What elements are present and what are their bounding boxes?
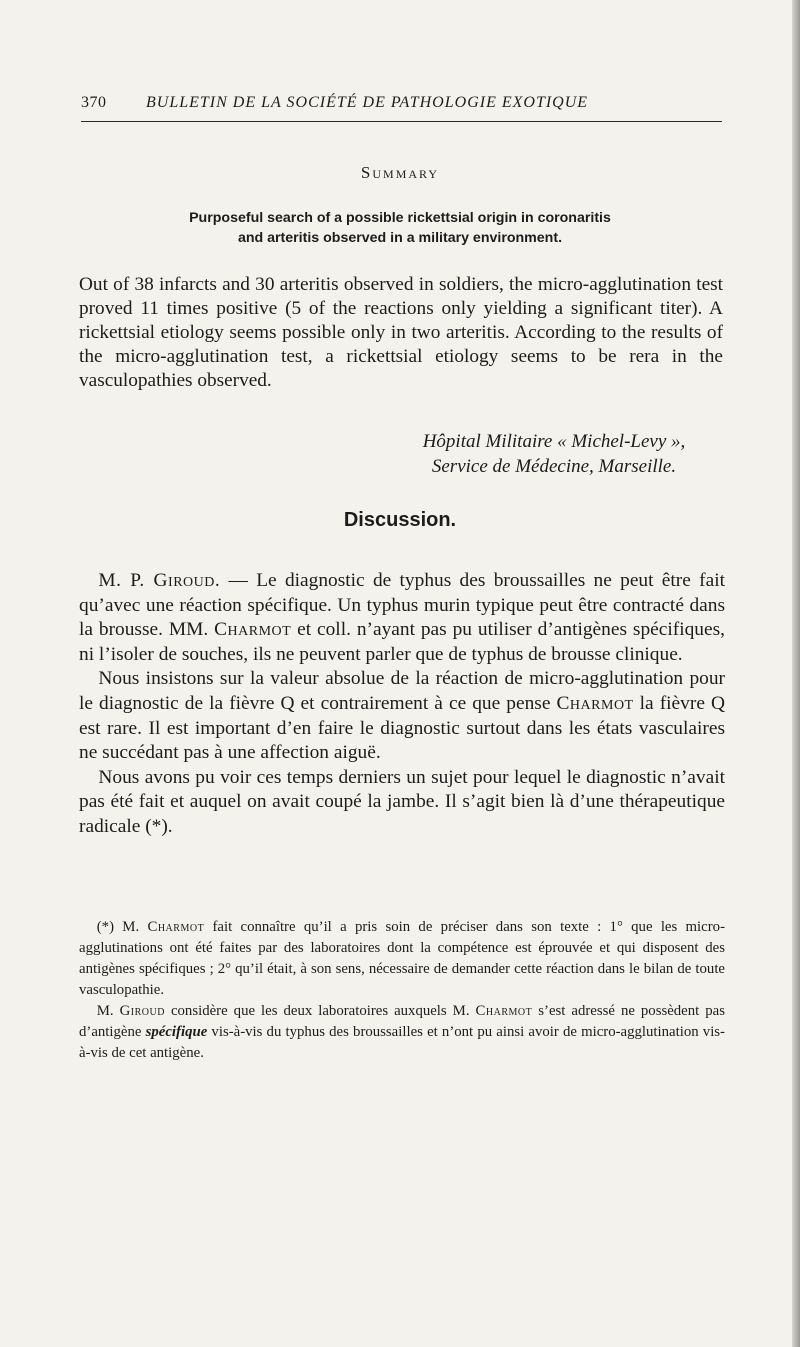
footnote-text: considère que les deux laboratoires auxquels M. [164, 1003, 476, 1019]
footnotes [79, 917, 725, 1064]
summary-subtitle [120, 208, 680, 248]
paragraph-text: et coll. n’ayant pas pu utiliser d’antigènes spécifiques, ni l’isoler de souches, ils ne peuvent parler que de typhus de brousse clinique. [79, 619, 725, 665]
author-name: Charmot [147, 919, 205, 935]
header-rule [81, 121, 722, 122]
running-title: BULLETIN DE LA SOCIÉTÉ DE PATHOLOGIE EXOTIQUE [146, 94, 589, 111]
speaker-name: M. P. Giroud. [98, 570, 221, 591]
author-name: Charmot [475, 1003, 533, 1019]
page-edge-shadow [792, 0, 800, 1347]
paragraph-text: — Le diagnostic de typhus des broussailles ne peut être fait qu’avec une réaction spécifique. Un typhus murin typique peut être contracté dans la brousse. MM. [79, 570, 725, 641]
emphasis: spécifique [145, 1024, 208, 1040]
affiliation-line: Hôpital Militaire « Michel-Levy », [422, 431, 686, 452]
summary-subtitle-line: Purposeful search of a possible rickettsial origin in coronaritis [189, 210, 611, 226]
discussion-paragraph: Nous avons pu voir ces temps derniers un sujet pour lequel le diagnostic n’avait pas été fait et auquel on avait coupé la jambe. Il s’agit bien là d’une thérapeutique radicale (*). [79, 766, 725, 837]
footnote [79, 1001, 725, 1064]
footnote-text: M. [96, 1003, 120, 1019]
footnote-text: vis-à-vis du typhus des broussailles et n’ont pu ainsi avoir de micro-agglutination vis-à-vis de cet antigène. [79, 1024, 725, 1061]
discussion-body [79, 569, 725, 840]
summary-heading: Summary [360, 163, 440, 182]
discussion-paragraph [79, 569, 725, 667]
footnote-marker: (*) M. [96, 919, 148, 935]
affiliation [386, 429, 722, 479]
footnote-text: s’est adressé ne possèdent pas d’antigène [79, 1003, 725, 1040]
author-name: Giroud [119, 1003, 165, 1019]
discussion-heading: Discussion. [343, 509, 457, 531]
paragraph-text: la fièvre Q est rare. Il est important d’en faire le diagnostic surtout dans les états vasculaires ne succédant pas à une affection aiguë. [79, 692, 725, 764]
summary-subtitle-line: and arteritis observed in a military environment. [237, 230, 563, 246]
affiliation-line: Service de Médecine, Marseille. [431, 456, 677, 477]
footnote [79, 917, 725, 1001]
author-name: Charmot [214, 619, 292, 641]
discussion-paragraph [79, 667, 725, 765]
paragraph-text: Nous insistons sur la valeur absolue de la réaction de micro-agglutination pour le diagnostic de la fièvre Q et contrairement à ce que pense [79, 668, 725, 714]
footnote-text: fait connaître qu’il a pris soin de préciser dans son texte : 1° que les micro-agglutinations ont été faites par des laboratoires dont la compétence est éprouvée et qui disposent des antigènes spécifiques ; 2° qu’il était, à son sens, nécessaire de demander cette réaction dans le bilan de toute vasculopathie. [79, 919, 725, 998]
page-header [81, 94, 722, 118]
summary-body: Out of 38 infarcts and 30 arteritis observed in soldiers, the micro-agglutination test proved 11 times positive (5 of the reactions only yielding a significant titer). A rickettsial etiology seems possible only in two arteritis. According to the results of the micro-agglutination test, a rickettsial etiology seems to be rera in the vasculopathies observed. [79, 274, 723, 391]
page-number: 370 [81, 94, 107, 111]
author-name: Charmot [556, 692, 634, 714]
